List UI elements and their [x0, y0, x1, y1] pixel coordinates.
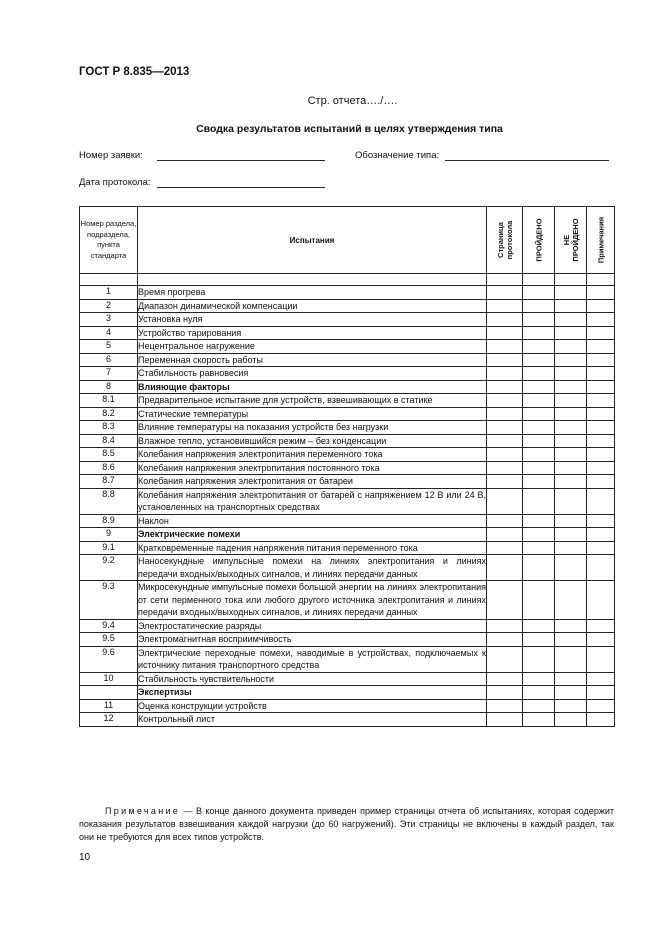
notes-cell — [587, 434, 615, 448]
failed-cell — [555, 686, 587, 700]
protocol-page-cell — [487, 367, 523, 381]
table-row — [80, 514, 615, 528]
failed-cell — [555, 619, 587, 633]
passed-cell — [523, 686, 555, 700]
row-section-number: 8.6 — [80, 461, 138, 475]
failed-cell — [555, 672, 587, 686]
notes-cell — [587, 367, 615, 381]
row-test-name: Установка нуля — [138, 313, 487, 327]
row-section-number: 8.1 — [80, 394, 138, 408]
passed-cell — [523, 713, 555, 727]
notes-cell — [587, 555, 615, 581]
row-test-name: Колебания напряжения электропитания переменного тока — [138, 448, 487, 462]
passed-cell — [523, 633, 555, 647]
passed-cell — [523, 488, 555, 514]
notes-cell — [587, 286, 615, 300]
failed-cell — [555, 394, 587, 408]
row-test-name: Влажное тепло, установившийся режим – без конденсации — [138, 434, 487, 448]
protocol-page-cell — [487, 340, 523, 354]
row-test-name: Экспертизы — [138, 686, 487, 700]
row-test-name: Влияющие факторы — [138, 380, 487, 394]
notes-cell — [587, 713, 615, 727]
passed-cell — [523, 353, 555, 367]
row-section-number: 5 — [80, 340, 138, 354]
row-test-name: Переменная скорость работы — [138, 353, 487, 367]
protocol-page-cell — [487, 686, 523, 700]
failed-cell — [555, 475, 587, 489]
protocol-page-cell — [487, 353, 523, 367]
passed-cell — [523, 672, 555, 686]
table-row — [80, 488, 615, 514]
failed-cell — [555, 555, 587, 581]
notes-cell — [587, 672, 615, 686]
table-row — [80, 686, 615, 700]
protocol-page-cell — [487, 286, 523, 300]
table-row — [80, 646, 615, 672]
row-test-name: Статические температуры — [138, 407, 487, 421]
passed-cell — [523, 528, 555, 542]
passed-cell — [523, 461, 555, 475]
table-row — [80, 699, 615, 713]
table-row — [80, 326, 615, 340]
header-failed — [555, 207, 587, 274]
row-section-number: 4 — [80, 326, 138, 340]
passed-cell — [523, 541, 555, 555]
table-row — [80, 380, 615, 394]
protocol-page-cell — [487, 699, 523, 713]
failed-cell — [555, 488, 587, 514]
table-note — [79, 805, 614, 844]
table-row — [80, 421, 615, 435]
header-section-number: Номер раздела, подраздела, пункта стандарта — [80, 207, 138, 274]
header-protocol-page-line1: Страница — [495, 222, 505, 258]
note-keyword: Примечание — [105, 806, 181, 816]
table-spacer-row — [80, 274, 615, 286]
row-section-number: 8 — [80, 380, 138, 394]
table-row — [80, 434, 615, 448]
row-section-number: 3 — [80, 313, 138, 327]
table-row — [80, 713, 615, 727]
passed-cell — [523, 286, 555, 300]
protocol-page-cell — [487, 461, 523, 475]
protocol-page-cell — [487, 326, 523, 340]
protocol-page-cell — [487, 555, 523, 581]
table-body — [80, 286, 615, 727]
notes-cell — [587, 340, 615, 354]
note-text: — В конце данного документа приведен пример страницы отчета об испытаниях, которая содержит показания результатов взвешивания каждой нагрузки (до 60 нагружений). Эти страницы не включены в каждый раздел, так они не требуются для всех типов устройств. — [79, 806, 614, 842]
failed-cell — [555, 461, 587, 475]
passed-cell — [523, 367, 555, 381]
row-section-number: 9.2 — [80, 555, 138, 581]
notes-cell — [587, 407, 615, 421]
notes-cell — [587, 299, 615, 313]
table-row — [80, 448, 615, 462]
row-section-number: 8.8 — [80, 488, 138, 514]
failed-cell — [555, 699, 587, 713]
notes-cell — [587, 686, 615, 700]
failed-cell — [555, 646, 587, 672]
protocol-page-cell — [487, 434, 523, 448]
row-test-name: Колебания напряжения электропитания от батареи — [138, 475, 487, 489]
passed-cell — [523, 340, 555, 354]
protocol-page-cell — [487, 421, 523, 435]
notes-cell — [587, 528, 615, 542]
failed-cell — [555, 541, 587, 555]
row-test-name: Электромагнитная восприимчивость — [138, 633, 487, 647]
notes-cell — [587, 475, 615, 489]
row-test-name: Контрольный лист — [138, 713, 487, 727]
row-section-number: 8.5 — [80, 448, 138, 462]
passed-cell — [523, 475, 555, 489]
document-title: Сводка результатов испытаний в целях утверждения типа — [196, 123, 503, 135]
passed-cell — [523, 421, 555, 435]
row-test-name: Электрические переходные помехи, наводимые в устройствах, подключаемых к источнику питания транспортного средства — [138, 647, 486, 670]
row-section-number: 8.4 — [80, 434, 138, 448]
protocol-page-cell — [487, 488, 523, 514]
report-page-number: Стр. отчета…./…. — [307, 95, 398, 107]
passed-cell — [523, 380, 555, 394]
row-section-number: 9.4 — [80, 619, 138, 633]
type-designation-label: Обозначение типа: — [355, 150, 440, 161]
header-passed-label: ПРОЙДЕНО — [534, 218, 543, 262]
row-test-name: Нецентральное нагружение — [138, 340, 487, 354]
row-section-number: 9.6 — [80, 646, 138, 672]
passed-cell — [523, 646, 555, 672]
table-row — [80, 555, 615, 581]
row-test-name: Кратковременные падения напряжения питания переменного тока — [138, 541, 487, 555]
notes-cell — [587, 633, 615, 647]
standard-designation: ГОСТ Р 8.835—2013 — [79, 66, 190, 78]
passed-cell — [523, 434, 555, 448]
protocol-date-line — [157, 177, 325, 188]
row-section-number: 7 — [80, 367, 138, 381]
row-section-number: 11 — [80, 699, 138, 713]
table-row — [80, 286, 615, 300]
table-row — [80, 313, 615, 327]
protocol-date-label: Дата протокола: — [79, 177, 151, 188]
passed-cell — [523, 299, 555, 313]
protocol-page-cell — [487, 541, 523, 555]
notes-cell — [587, 514, 615, 528]
page-number: 10 — [79, 852, 91, 863]
failed-cell — [555, 528, 587, 542]
table-row — [80, 541, 615, 555]
notes-cell — [587, 646, 615, 672]
protocol-page-cell — [487, 713, 523, 727]
row-test-name: Диапазон динамической компенсации — [138, 299, 487, 313]
header-protocol-page-line2: протокола — [504, 220, 514, 260]
header-failed-line2: ПРОЙДЕНО — [570, 218, 580, 262]
failed-cell — [555, 313, 587, 327]
table-row — [80, 461, 615, 475]
row-test-name: Электростатические разряды — [138, 619, 487, 633]
table-row — [80, 672, 615, 686]
row-section-number: 8.9 — [80, 514, 138, 528]
protocol-page-cell — [487, 380, 523, 394]
notes-cell — [587, 394, 615, 408]
notes-cell — [587, 619, 615, 633]
passed-cell — [523, 407, 555, 421]
table-row — [80, 528, 615, 542]
row-section-number: 6 — [80, 353, 138, 367]
protocol-page-cell — [487, 581, 523, 620]
table-row — [80, 367, 615, 381]
failed-cell — [555, 367, 587, 381]
row-section-number: 1 — [80, 286, 138, 300]
failed-cell — [555, 581, 587, 620]
header-notes-label: Примечания — [596, 216, 605, 264]
row-test-name: Колебания напряжения электропитания от батарей с напряжением 12 В или 24 В, установленных на транспортных средствах — [138, 489, 486, 512]
table-row — [80, 581, 615, 620]
failed-cell — [555, 326, 587, 340]
failed-cell — [555, 514, 587, 528]
notes-cell — [587, 581, 615, 620]
row-section-number: 8.3 — [80, 421, 138, 435]
header-protocol-page — [487, 207, 523, 274]
row-section-number: 8.2 — [80, 407, 138, 421]
row-test-name: Влияние температуры на показания устройств без нагрузки — [138, 421, 487, 435]
row-test-name: Колебания напряжения электропитания постоянного тока — [138, 461, 487, 475]
header-notes — [587, 207, 615, 274]
protocol-page-cell — [487, 299, 523, 313]
passed-cell — [523, 555, 555, 581]
application-number-line — [157, 150, 325, 161]
row-section-number: 9 — [80, 528, 138, 542]
row-section-number: 9.3 — [80, 581, 138, 620]
protocol-date-field — [79, 177, 325, 188]
failed-cell — [555, 713, 587, 727]
notes-cell — [587, 541, 615, 555]
table-header-row — [80, 207, 615, 274]
notes-cell — [587, 488, 615, 514]
row-section-number: 10 — [80, 672, 138, 686]
passed-cell — [523, 448, 555, 462]
header-tests: Испытания — [138, 207, 487, 274]
type-designation-line — [445, 150, 609, 161]
header-passed — [523, 207, 555, 274]
protocol-page-cell — [487, 407, 523, 421]
row-section-number: 2 — [80, 299, 138, 313]
row-section-number — [80, 686, 138, 700]
notes-cell — [587, 448, 615, 462]
notes-cell — [587, 380, 615, 394]
row-test-name: Электрические помехи — [138, 528, 487, 542]
application-number-field — [79, 150, 325, 161]
protocol-page-cell — [487, 646, 523, 672]
protocol-page-cell — [487, 528, 523, 542]
passed-cell — [523, 514, 555, 528]
table-row — [80, 394, 615, 408]
row-test-name: Предварительное испытание для устройств, взвешивающих в статике — [138, 394, 487, 408]
table-row — [80, 619, 615, 633]
protocol-page-cell — [487, 633, 523, 647]
notes-cell — [587, 313, 615, 327]
row-test-name: Наносекундные импульсные помехи на линиях электропитания и линиях передачи входных/выходных сигналов, и линиях передачи данных — [138, 556, 486, 579]
passed-cell — [523, 313, 555, 327]
row-test-name: Микросекундные импульсные помехи большой энергии на линиях электропитания от сети перменного тока или любого другого источника электропитания и линиях передачи входных/выходных сигналов, и линиях передачи данных — [138, 582, 486, 617]
failed-cell — [555, 353, 587, 367]
row-section-number: 9.5 — [80, 633, 138, 647]
row-section-number: 9.1 — [80, 541, 138, 555]
type-designation-field — [355, 150, 609, 161]
notes-cell — [587, 326, 615, 340]
passed-cell — [523, 699, 555, 713]
failed-cell — [555, 421, 587, 435]
row-test-name: Оценка конструкции устройств — [138, 699, 487, 713]
failed-cell — [555, 407, 587, 421]
protocol-page-cell — [487, 619, 523, 633]
row-section-number: 12 — [80, 713, 138, 727]
notes-cell — [587, 421, 615, 435]
protocol-page-cell — [487, 672, 523, 686]
header-failed-line1: НЕ — [561, 234, 571, 246]
failed-cell — [555, 434, 587, 448]
failed-cell — [555, 286, 587, 300]
row-section-number: 8.7 — [80, 475, 138, 489]
protocol-page-cell — [487, 514, 523, 528]
protocol-page-cell — [487, 475, 523, 489]
table-row — [80, 340, 615, 354]
failed-cell — [555, 380, 587, 394]
row-test-name: Время прогрева — [138, 286, 487, 300]
failed-cell — [555, 340, 587, 354]
row-test-name: Стабильность чувствительности — [138, 672, 487, 686]
protocol-page-cell — [487, 394, 523, 408]
notes-cell — [587, 461, 615, 475]
row-test-name: Устройство тарирования — [138, 326, 487, 340]
notes-cell — [587, 353, 615, 367]
table-row — [80, 353, 615, 367]
notes-cell — [587, 699, 615, 713]
passed-cell — [523, 394, 555, 408]
row-test-name: Наклон — [138, 514, 487, 528]
failed-cell — [555, 633, 587, 647]
passed-cell — [523, 326, 555, 340]
protocol-page-cell — [487, 448, 523, 462]
row-test-name: Стабильность равновесия — [138, 367, 487, 381]
table-row — [80, 475, 615, 489]
passed-cell — [523, 619, 555, 633]
failed-cell — [555, 448, 587, 462]
table-row — [80, 633, 615, 647]
passed-cell — [523, 581, 555, 620]
test-results-table — [79, 206, 615, 727]
table-row — [80, 407, 615, 421]
application-number-label: Номер заявки: — [79, 150, 143, 161]
table-row — [80, 299, 615, 313]
failed-cell — [555, 299, 587, 313]
protocol-page-cell — [487, 313, 523, 327]
